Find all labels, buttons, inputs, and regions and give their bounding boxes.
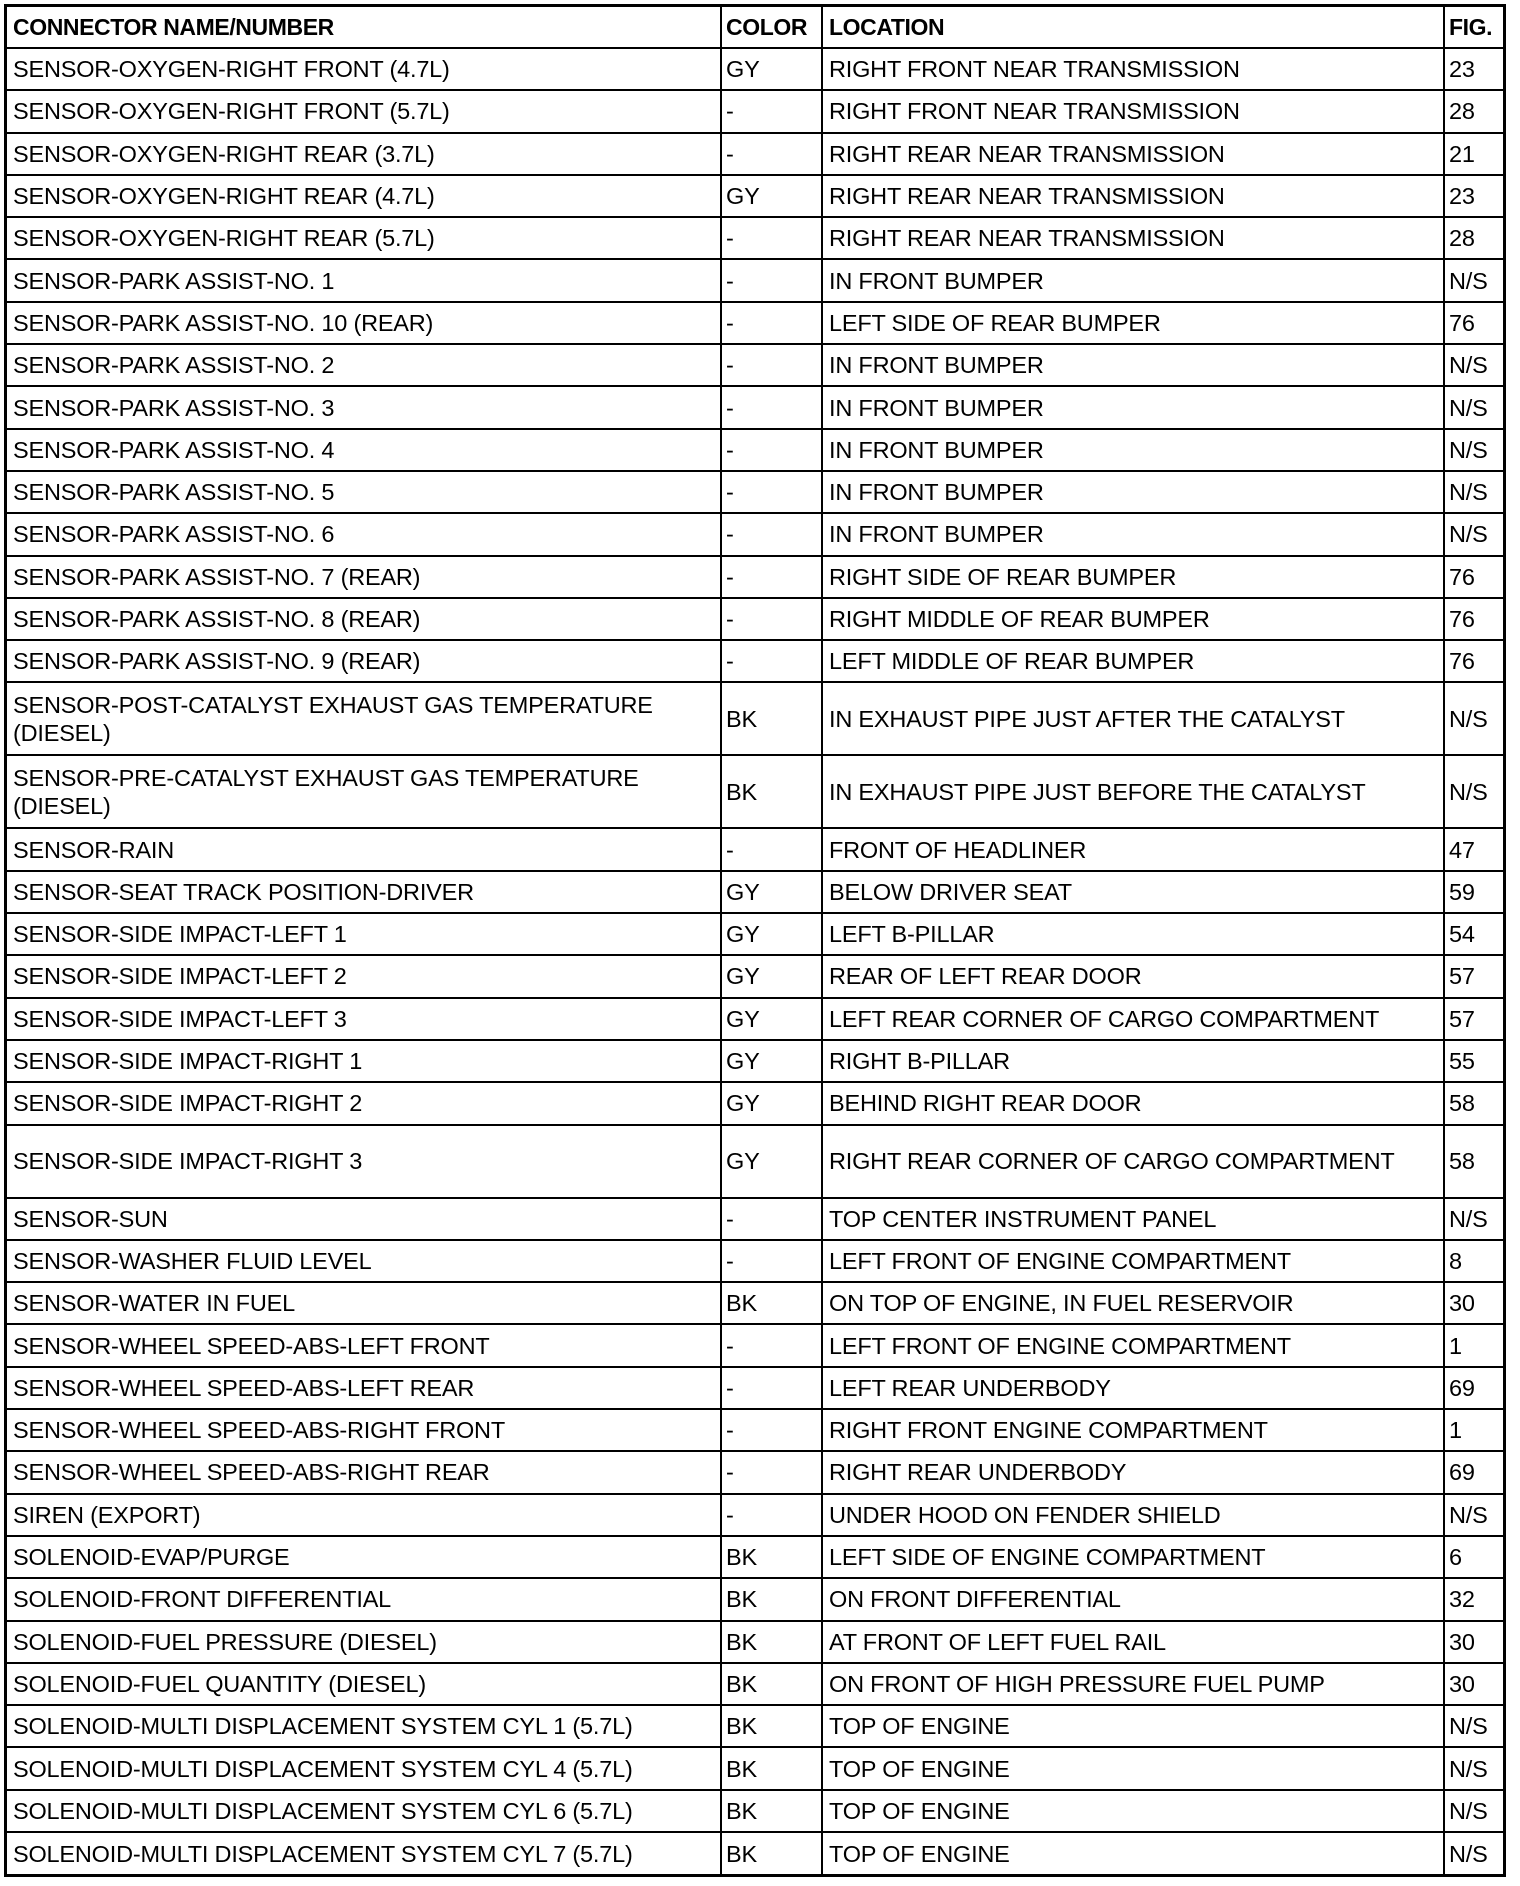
location-cell: IN FRONT BUMPER [822, 513, 1444, 555]
location-cell: BELOW DRIVER SEAT [822, 871, 1444, 913]
fig-cell: N/S [1444, 682, 1503, 755]
table-row [7, 1282, 1503, 1324]
fig-cell: N/S [1444, 1790, 1503, 1832]
location-cell: LEFT B-PILLAR [822, 913, 1444, 955]
connector-name-cell: SENSOR-SIDE IMPACT-RIGHT 3 [7, 1125, 721, 1198]
fig-cell: 58 [1444, 1082, 1503, 1124]
table-row [7, 1240, 1503, 1282]
table-row [7, 1536, 1503, 1578]
table-row [7, 175, 1503, 217]
table-row [7, 344, 1503, 386]
fig-cell: 57 [1444, 955, 1503, 997]
table-row [7, 755, 1503, 828]
fig-cell: N/S [1444, 1198, 1503, 1240]
location-cell: RIGHT REAR NEAR TRANSMISSION [822, 133, 1444, 175]
table-row [7, 828, 1503, 870]
table-row [7, 302, 1503, 344]
table-row [7, 1082, 1503, 1124]
fig-cell: 76 [1444, 556, 1503, 598]
fig-cell: 6 [1444, 1536, 1503, 1578]
table-row [7, 598, 1503, 640]
color-cell: BK [721, 1705, 822, 1747]
fig-cell: N/S [1444, 386, 1503, 428]
table-row [7, 1790, 1503, 1832]
connector-name-cell: SENSOR-WASHER FLUID LEVEL [7, 1240, 721, 1282]
color-cell: GY [721, 1082, 822, 1124]
fig-cell: 58 [1444, 1125, 1503, 1198]
color-cell: GY [721, 175, 822, 217]
location-cell: RIGHT REAR UNDERBODY [822, 1451, 1444, 1493]
connector-name-cell: SOLENOID-FUEL PRESSURE (DIESEL) [7, 1621, 721, 1663]
fig-cell: 69 [1444, 1451, 1503, 1493]
color-cell: - [721, 1494, 822, 1536]
connector-name-cell: SOLENOID-MULTI DISPLACEMENT SYSTEM CYL 6 (5.7L) [7, 1790, 721, 1832]
color-cell: BK [721, 755, 822, 828]
fig-cell: N/S [1444, 429, 1503, 471]
table-row [7, 1040, 1503, 1082]
location-cell: RIGHT MIDDLE OF REAR BUMPER [822, 598, 1444, 640]
color-cell: - [721, 640, 822, 682]
table-row [7, 217, 1503, 259]
location-cell: IN FRONT BUMPER [822, 429, 1444, 471]
color-cell: BK [721, 1832, 822, 1874]
location-cell: ON TOP OF ENGINE, IN FUEL RESERVOIR [822, 1282, 1444, 1324]
table-row [7, 90, 1503, 132]
table-row [7, 1832, 1503, 1874]
table-row [7, 471, 1503, 513]
table-row [7, 1494, 1503, 1536]
connector-name-cell: SENSOR-PARK ASSIST-NO. 6 [7, 513, 721, 555]
table-row [7, 1409, 1503, 1451]
color-cell: - [721, 386, 822, 428]
connector-location-table-frame [4, 4, 1506, 1877]
fig-cell: 59 [1444, 871, 1503, 913]
location-cell: TOP OF ENGINE [822, 1705, 1444, 1747]
location-cell: AT FRONT OF LEFT FUEL RAIL [822, 1621, 1444, 1663]
connector-name-cell: SENSOR-PARK ASSIST-NO. 1 [7, 259, 721, 301]
color-cell: GY [721, 955, 822, 997]
color-cell: BK [721, 1621, 822, 1663]
color-cell: - [721, 513, 822, 555]
color-cell: GY [721, 1040, 822, 1082]
connector-name-cell: SENSOR-PARK ASSIST-NO. 2 [7, 344, 721, 386]
table-row [7, 913, 1503, 955]
fig-cell: 1 [1444, 1409, 1503, 1451]
location-cell: BEHIND RIGHT REAR DOOR [822, 1082, 1444, 1124]
table-row [7, 1705, 1503, 1747]
location-cell: RIGHT FRONT NEAR TRANSMISSION [822, 90, 1444, 132]
connector-name-cell: SENSOR-SIDE IMPACT-LEFT 1 [7, 913, 721, 955]
fig-cell: N/S [1444, 1747, 1503, 1789]
location-cell: ON FRONT OF HIGH PRESSURE FUEL PUMP [822, 1663, 1444, 1705]
connector-name-cell: SENSOR-PARK ASSIST-NO. 10 (REAR) [7, 302, 721, 344]
fig-cell: N/S [1444, 1832, 1503, 1874]
fig-cell: N/S [1444, 755, 1503, 828]
connector-name-cell: SOLENOID-MULTI DISPLACEMENT SYSTEM CYL 1 (5.7L) [7, 1705, 721, 1747]
location-cell: REAR OF LEFT REAR DOOR [822, 955, 1444, 997]
color-cell: - [721, 133, 822, 175]
connector-name-cell: SENSOR-SIDE IMPACT-LEFT 3 [7, 998, 721, 1040]
color-cell: - [721, 1324, 822, 1366]
table-row [7, 1747, 1503, 1789]
fig-cell: 69 [1444, 1367, 1503, 1409]
location-cell: LEFT REAR UNDERBODY [822, 1367, 1444, 1409]
color-cell: BK [721, 1747, 822, 1789]
table-row [7, 1324, 1503, 1366]
table-row [7, 429, 1503, 471]
fig-cell: 28 [1444, 217, 1503, 259]
connector-name-cell: SENSOR-SIDE IMPACT-LEFT 2 [7, 955, 721, 997]
table-row [7, 1663, 1503, 1705]
table-row [7, 871, 1503, 913]
fig-cell: 54 [1444, 913, 1503, 955]
connector-name-cell: SENSOR-SIDE IMPACT-RIGHT 1 [7, 1040, 721, 1082]
fig-cell: 21 [1444, 133, 1503, 175]
color-cell: GY [721, 998, 822, 1040]
connector-name-cell: SENSOR-SEAT TRACK POSITION-DRIVER [7, 871, 721, 913]
location-cell: IN FRONT BUMPER [822, 259, 1444, 301]
fig-cell: 76 [1444, 598, 1503, 640]
location-cell: LEFT FRONT OF ENGINE COMPARTMENT [822, 1324, 1444, 1366]
fig-cell: 23 [1444, 175, 1503, 217]
connector-name-cell: SOLENOID-FUEL QUANTITY (DIESEL) [7, 1663, 721, 1705]
fig-cell: 57 [1444, 998, 1503, 1040]
location-cell: IN EXHAUST PIPE JUST AFTER THE CATALYST [822, 682, 1444, 755]
color-cell: - [721, 302, 822, 344]
location-cell: RIGHT B-PILLAR [822, 1040, 1444, 1082]
location-cell: RIGHT FRONT NEAR TRANSMISSION [822, 48, 1444, 90]
table-row [7, 955, 1503, 997]
connector-name-cell: SENSOR-WHEEL SPEED-ABS-LEFT REAR [7, 1367, 721, 1409]
location-cell: RIGHT REAR NEAR TRANSMISSION [822, 175, 1444, 217]
connector-name-cell: SENSOR-PRE-CATALYST EXHAUST GAS TEMPERATURE (DIESEL) [7, 755, 721, 828]
table-row [7, 259, 1503, 301]
fig-cell: 1 [1444, 1324, 1503, 1366]
color-cell: - [721, 90, 822, 132]
connector-name-cell: SENSOR-PARK ASSIST-NO. 9 (REAR) [7, 640, 721, 682]
location-cell: LEFT SIDE OF REAR BUMPER [822, 302, 1444, 344]
connector-name-cell: SENSOR-OXYGEN-RIGHT REAR (3.7L) [7, 133, 721, 175]
fig-cell: 23 [1444, 48, 1503, 90]
fig-cell: 30 [1444, 1621, 1503, 1663]
color-cell: GY [721, 1125, 822, 1198]
fig-cell: N/S [1444, 1705, 1503, 1747]
connector-name-cell: SENSOR-PARK ASSIST-NO. 4 [7, 429, 721, 471]
table-row [7, 640, 1503, 682]
location-cell: LEFT SIDE OF ENGINE COMPARTMENT [822, 1536, 1444, 1578]
color-cell: - [721, 1240, 822, 1282]
connector-name-cell: SENSOR-WHEEL SPEED-ABS-LEFT FRONT [7, 1324, 721, 1366]
location-cell: TOP OF ENGINE [822, 1790, 1444, 1832]
location-cell: TOP OF ENGINE [822, 1747, 1444, 1789]
table-row [7, 1198, 1503, 1240]
color-cell: BK [721, 1663, 822, 1705]
header-location: LOCATION [822, 7, 1444, 48]
location-cell: IN EXHAUST PIPE JUST BEFORE THE CATALYST [822, 755, 1444, 828]
color-cell: GY [721, 913, 822, 955]
location-cell: IN FRONT BUMPER [822, 386, 1444, 428]
color-cell: GY [721, 48, 822, 90]
color-cell: BK [721, 682, 822, 755]
fig-cell: 30 [1444, 1663, 1503, 1705]
connector-name-cell: SENSOR-WHEEL SPEED-ABS-RIGHT FRONT [7, 1409, 721, 1451]
location-cell: RIGHT FRONT ENGINE COMPARTMENT [822, 1409, 1444, 1451]
table-body [7, 48, 1503, 1874]
table-row [7, 1621, 1503, 1663]
color-cell: BK [721, 1790, 822, 1832]
connector-name-cell: SENSOR-OXYGEN-RIGHT REAR (5.7L) [7, 217, 721, 259]
location-cell: IN FRONT BUMPER [822, 471, 1444, 513]
fig-cell: 76 [1444, 302, 1503, 344]
table-row [7, 682, 1503, 755]
color-cell: - [721, 598, 822, 640]
connector-name-cell: SOLENOID-MULTI DISPLACEMENT SYSTEM CYL 7 (5.7L) [7, 1832, 721, 1874]
color-cell: BK [721, 1578, 822, 1620]
fig-cell: 47 [1444, 828, 1503, 870]
color-cell: - [721, 1198, 822, 1240]
location-cell: ON FRONT DIFFERENTIAL [822, 1578, 1444, 1620]
location-cell: TOP CENTER INSTRUMENT PANEL [822, 1198, 1444, 1240]
connector-name-cell: SOLENOID-EVAP/PURGE [7, 1536, 721, 1578]
fig-cell: N/S [1444, 1494, 1503, 1536]
connector-name-cell: SENSOR-RAIN [7, 828, 721, 870]
location-cell: TOP OF ENGINE [822, 1832, 1444, 1874]
location-cell: IN FRONT BUMPER [822, 344, 1444, 386]
color-cell: - [721, 828, 822, 870]
connector-name-cell: SENSOR-OXYGEN-RIGHT FRONT (5.7L) [7, 90, 721, 132]
connector-name-cell: SENSOR-PARK ASSIST-NO. 5 [7, 471, 721, 513]
fig-cell: N/S [1444, 513, 1503, 555]
connector-name-cell: SENSOR-WHEEL SPEED-ABS-RIGHT REAR [7, 1451, 721, 1493]
connector-name-cell: SENSOR-SUN [7, 1198, 721, 1240]
connector-name-cell: SENSOR-SIDE IMPACT-RIGHT 2 [7, 1082, 721, 1124]
fig-cell: 76 [1444, 640, 1503, 682]
location-cell: RIGHT REAR CORNER OF CARGO COMPARTMENT [822, 1125, 1444, 1198]
table-row [7, 1125, 1503, 1198]
location-cell: LEFT FRONT OF ENGINE COMPARTMENT [822, 1240, 1444, 1282]
color-cell: - [721, 344, 822, 386]
color-cell: GY [721, 871, 822, 913]
color-cell: - [721, 429, 822, 471]
connector-location-table [7, 7, 1503, 1874]
table-row [7, 133, 1503, 175]
table-header-row [7, 7, 1503, 48]
header-fig: FIG. [1444, 7, 1503, 48]
table-row [7, 386, 1503, 428]
color-cell: - [721, 556, 822, 598]
fig-cell: N/S [1444, 259, 1503, 301]
table-row [7, 556, 1503, 598]
table-row [7, 998, 1503, 1040]
fig-cell: 8 [1444, 1240, 1503, 1282]
color-cell: - [721, 217, 822, 259]
location-cell: RIGHT REAR NEAR TRANSMISSION [822, 217, 1444, 259]
table-row [7, 1578, 1503, 1620]
connector-name-cell: SENSOR-PARK ASSIST-NO. 3 [7, 386, 721, 428]
connector-name-cell: SOLENOID-FRONT DIFFERENTIAL [7, 1578, 721, 1620]
connector-name-cell: SENSOR-POST-CATALYST EXHAUST GAS TEMPERATURE (DIESEL) [7, 682, 721, 755]
header-color: COLOR [721, 7, 822, 48]
table-row [7, 1451, 1503, 1493]
color-cell: - [721, 259, 822, 301]
location-cell: UNDER HOOD ON FENDER SHIELD [822, 1494, 1444, 1536]
fig-cell: 55 [1444, 1040, 1503, 1082]
header-connector-name: CONNECTOR NAME/NUMBER [7, 7, 721, 48]
table-row [7, 48, 1503, 90]
connector-name-cell: SENSOR-WATER IN FUEL [7, 1282, 721, 1324]
location-cell: LEFT REAR CORNER OF CARGO COMPARTMENT [822, 998, 1444, 1040]
color-cell: - [721, 1409, 822, 1451]
location-cell: FRONT OF HEADLINER [822, 828, 1444, 870]
table-row [7, 513, 1503, 555]
fig-cell: 30 [1444, 1282, 1503, 1324]
connector-name-cell: SENSOR-OXYGEN-RIGHT FRONT (4.7L) [7, 48, 721, 90]
fig-cell: N/S [1444, 344, 1503, 386]
connector-name-cell: SENSOR-PARK ASSIST-NO. 7 (REAR) [7, 556, 721, 598]
color-cell: - [721, 471, 822, 513]
color-cell: - [721, 1451, 822, 1493]
fig-cell: 28 [1444, 90, 1503, 132]
color-cell: BK [721, 1282, 822, 1324]
connector-name-cell: SENSOR-PARK ASSIST-NO. 8 (REAR) [7, 598, 721, 640]
connector-name-cell: SIREN (EXPORT) [7, 1494, 721, 1536]
fig-cell: N/S [1444, 471, 1503, 513]
table-row [7, 1367, 1503, 1409]
location-cell: LEFT MIDDLE OF REAR BUMPER [822, 640, 1444, 682]
fig-cell: 32 [1444, 1578, 1503, 1620]
color-cell: - [721, 1367, 822, 1409]
connector-name-cell: SENSOR-OXYGEN-RIGHT REAR (4.7L) [7, 175, 721, 217]
location-cell: RIGHT SIDE OF REAR BUMPER [822, 556, 1444, 598]
connector-name-cell: SOLENOID-MULTI DISPLACEMENT SYSTEM CYL 4 (5.7L) [7, 1747, 721, 1789]
color-cell: BK [721, 1536, 822, 1578]
